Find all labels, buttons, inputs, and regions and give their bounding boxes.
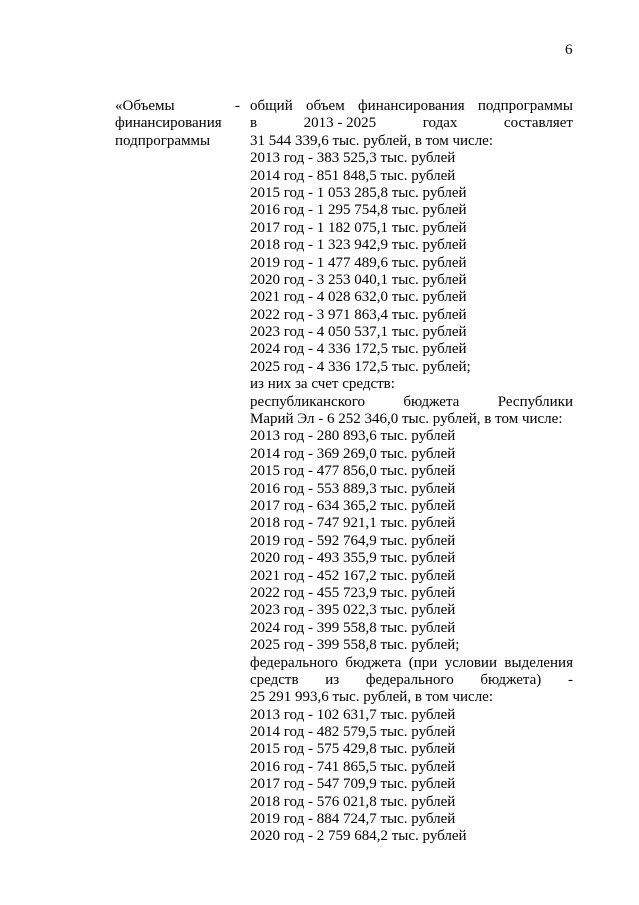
- word: республиканского: [250, 393, 365, 410]
- total-year-line: 2016 год - 1 295 754,8 тыс. рублей: [250, 202, 467, 219]
- word: федерального: [365, 671, 454, 688]
- total-year-line: 2025 год - 4 336 172,5 тыс. рублей;: [250, 358, 471, 375]
- federal-line: [250, 655, 573, 672]
- label-line: «Объемы: [115, 98, 175, 114]
- federal-year-line: 2015 год - 575 429,8 тыс. рублей: [250, 741, 456, 758]
- republic-year-line: 2019 год - 592 764,9 тыс. рублей: [250, 532, 456, 549]
- republic-year-line: 2016 год - 553 889,3 тыс. рублей: [250, 480, 456, 497]
- page-number: 6: [565, 42, 573, 58]
- word: условии: [444, 654, 497, 671]
- label-line: подпрограммы: [115, 132, 211, 149]
- label-line: финансирования: [115, 115, 222, 132]
- republic-line: Марий Эл - 6 252 346,0 тыс. рублей, в том числе:: [250, 411, 563, 428]
- republic-year-line: 2020 год - 493 355,9 тыс. рублей: [250, 550, 456, 567]
- word: из: [325, 671, 340, 688]
- label-dash: -: [235, 98, 240, 114]
- word: выделения: [504, 654, 573, 671]
- word: в: [250, 115, 258, 132]
- total-year-line: 2018 год - 1 323 942,9 тыс. рублей: [250, 237, 467, 254]
- word: составляет: [503, 115, 573, 132]
- word: общий: [250, 98, 293, 114]
- federal-year-line: 2018 год - 576 021,8 тыс. рублей: [250, 793, 456, 810]
- federal-year-line: 2020 год - 2 759 684,2 тыс. рублей: [250, 828, 467, 845]
- sources-heading: из них за счет средств:: [250, 376, 395, 393]
- total-year-line: 2023 год - 4 050 537,1 тыс. рублей: [250, 324, 467, 341]
- word: Республики: [497, 393, 573, 410]
- republic-year-line: 2023 год - 395 022,3 тыс. рублей: [250, 602, 456, 619]
- intro-line: [250, 115, 573, 132]
- federal-line: 25 291 993,6 тыс. рублей, в том числе:: [250, 689, 494, 706]
- intro-line: 31 544 339,6 тыс. рублей, в том числе:: [250, 132, 494, 149]
- word: 2013 - 2025: [303, 115, 377, 132]
- total-year-line: 2024 год - 4 336 172,5 тыс. рублей: [250, 341, 467, 358]
- federal-year-line: 2016 год - 741 865,5 тыс. рублей: [250, 758, 456, 775]
- total-year-line: 2015 год - 1 053 285,8 тыс. рублей: [250, 184, 467, 201]
- word: финансирования: [357, 98, 465, 114]
- intro-line: [250, 98, 573, 115]
- republic-year-line: 2024 год - 399 558,8 тыс. рублей: [250, 619, 456, 636]
- word: бюджета: [345, 654, 402, 671]
- federal-year-line: 2019 год - 884 724,7 тыс. рублей: [250, 811, 456, 828]
- federal-line: [250, 672, 573, 689]
- federal-year-line: 2017 год - 547 709,9 тыс. рублей: [250, 776, 456, 793]
- total-year-line: 2019 год - 1 477 489,6 тыс. рублей: [250, 254, 467, 271]
- word: средств: [250, 671, 299, 688]
- republic-year-line: 2022 год - 455 723,9 тыс. рублей: [250, 584, 456, 601]
- word: подпрограммы: [477, 98, 573, 114]
- word: годах: [422, 115, 458, 132]
- republic-year-line: 2013 год - 280 893,6 тыс. рублей: [250, 428, 456, 445]
- field-value: [250, 98, 573, 846]
- federal-year-line: 2013 год - 102 631,7 тыс. рублей: [250, 706, 456, 723]
- word: федерального: [250, 654, 338, 671]
- republic-year-line: 2017 год - 634 365,2 тыс. рублей: [250, 497, 456, 514]
- republic-year-line: 2015 год - 477 856,0 тыс. рублей: [250, 463, 456, 480]
- total-year-line: 2017 год - 1 182 075,1 тыс. рублей: [250, 219, 467, 236]
- field-label: [115, 98, 237, 150]
- total-year-line: 2014 год - 851 848,5 тыс. рублей: [250, 167, 456, 184]
- republic-year-line: 2014 год - 369 269,0 тыс. рублей: [250, 445, 456, 462]
- total-year-line: 2022 год - 3 971 863,4 тыс. рублей: [250, 306, 467, 323]
- federal-year-line: 2014 год - 482 579,5 тыс. рублей: [250, 724, 456, 741]
- word: (при: [408, 654, 438, 671]
- word: -: [567, 671, 573, 688]
- total-year-line: 2013 год - 383 525,3 тыс. рублей: [250, 150, 456, 167]
- total-year-line: 2020 год - 3 253 040,1 тыс. рублей: [250, 271, 467, 288]
- republic-year-line: 2018 год - 747 921,1 тыс. рублей: [250, 515, 456, 532]
- republic-year-line: 2025 год - 399 558,8 тыс. рублей;: [250, 637, 460, 654]
- total-year-line: 2021 год - 4 028 632,0 тыс. рублей: [250, 289, 467, 306]
- republic-year-line: 2021 год - 452 167,2 тыс. рублей: [250, 567, 456, 584]
- word: бюджета: [403, 393, 460, 410]
- word: бюджета): [480, 671, 542, 688]
- word: объем: [306, 98, 345, 114]
- republic-line: [250, 394, 573, 411]
